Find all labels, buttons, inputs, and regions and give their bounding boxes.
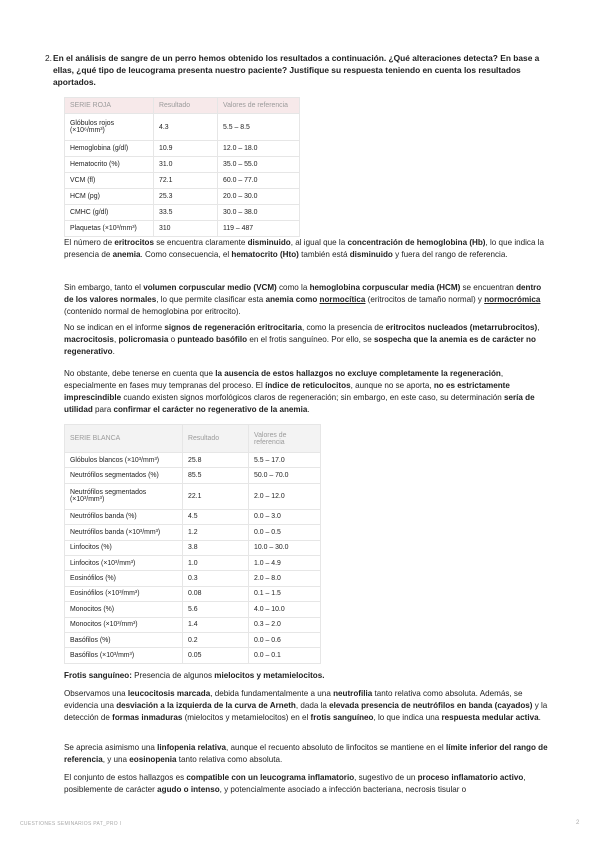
table-cell: 0.3 – 2.0 bbox=[249, 617, 321, 632]
table-cell: 0.0 – 0.6 bbox=[249, 632, 321, 647]
table-cell: 2.0 – 8.0 bbox=[249, 571, 321, 586]
table-cell: 10.9 bbox=[154, 141, 218, 157]
table-cell: 0.0 – 0.1 bbox=[249, 648, 321, 663]
table-row bbox=[65, 509, 321, 524]
question-text: En el análisis de sangre de un perro hemos obtenido los resultados a continuación. ¿Qué alteraciones detecta? En base a ellas, ¿qué tipo de leucograma presenta nuestro paciente? Justifique su respuesta teniendo en cuenta los resultados aportados. bbox=[53, 53, 540, 87]
table-row bbox=[65, 617, 321, 632]
table-cell: 0.0 – 0.5 bbox=[249, 525, 321, 540]
table-cell: Basófilos (%) bbox=[65, 632, 183, 647]
table-cell: 4.3 bbox=[154, 114, 218, 141]
paragraph-leukocytosis: Observamos una leucocitosis marcada, debida fundamentalmente a una neutrofilia tanto relativa como absoluta. Además, se evidencia una desviación a la izquierda de la curva de Arneth, dada la elevada presencia de neutrófilos en banda (cayados) y la detección de formas inmaduras (mielocitos y metamielocitos) en el frotis sanguíneo, lo que indica una respuesta medular activa. bbox=[64, 689, 548, 722]
table-row bbox=[65, 571, 321, 586]
table-cell: Eosinófilos (×10³/mm³) bbox=[65, 586, 183, 601]
table-cell: 0.2 bbox=[183, 632, 249, 647]
header-cell: Resultado bbox=[154, 98, 218, 114]
paragraph-reticulocytes: No obstante, debe tenerse en cuenta que la ausencia de estos hallazgos no excluye completamente la regeneración, especialmente en fases muy tempranas del proceso. El índice de reticulocitos, aunque no se aporta, no es estrictamente imprescindible cuando existen signos morfológicos claros de regeneración; sin embargo, en este caso, su determinación sería de utilidad para confirmar el carácter no regenerativo de la anemia. bbox=[64, 369, 535, 414]
table-row bbox=[65, 205, 300, 221]
header-cell: Valores de referencia bbox=[218, 98, 300, 114]
table-cell: 12.0 – 18.0 bbox=[218, 141, 300, 157]
table-cell: 20.0 – 30.0 bbox=[218, 189, 300, 205]
table-cell: 72.1 bbox=[154, 173, 218, 189]
header-cell: Resultado bbox=[183, 425, 249, 453]
table-cell: 50.0 – 70.0 bbox=[249, 468, 321, 483]
table-cell: Neutrófilos banda (×10³/mm³) bbox=[65, 525, 183, 540]
footer-title: CUESTIONES SEMINARIOS PAT_PRO I bbox=[20, 821, 122, 827]
paragraph-conclusion: El conjunto de estos hallazgos es compatible con un leucograma inflamatorio, sugestivo de un proceso inflamatorio activo, posiblemente de carácter agudo o intenso, y potencialmente asociado a infección bacteriana, necrosis tisular o bbox=[64, 773, 526, 794]
question-block bbox=[45, 52, 548, 88]
table-row bbox=[65, 632, 321, 647]
table-cell: 10.0 – 30.0 bbox=[249, 540, 321, 555]
paragraph-normocytic: Sin embargo, tanto el volumen corpuscular medio (VCM) como la hemoglobina corpuscular media (HCM) se encuentran dentro de los valores normales, lo que permite clasificar esta anemia como normocítica (eritrocitos de tamaño normal) y normocrómica (contenido normal de hemoglobina por eritrocito). bbox=[64, 283, 542, 316]
table-cell: 60.0 – 77.0 bbox=[218, 173, 300, 189]
table-cell: 4.5 bbox=[183, 509, 249, 524]
paragraph-lymphopenia: Se aprecia asimismo una linfopenia relativa, aunque el recuento absoluto de linfocitos se mantiene en el límite inferior del rango de referencia, y una eosinopenia tanto relativa como absoluta. bbox=[64, 743, 548, 764]
table-row bbox=[65, 157, 300, 173]
table-cell: Glóbulos blancos (×10³/mm³) bbox=[65, 453, 183, 468]
table-cell: 35.0 – 55.0 bbox=[218, 157, 300, 173]
table-cell: 0.0 – 3.0 bbox=[249, 509, 321, 524]
table-cell: Eosinófilos (%) bbox=[65, 571, 183, 586]
table-row bbox=[65, 173, 300, 189]
table-cell: 3.8 bbox=[183, 540, 249, 555]
table-row bbox=[65, 540, 321, 555]
table-cell: Glóbulos rojos (×10⁶/mm³) bbox=[65, 114, 154, 141]
table-cell: 2.0 – 12.0 bbox=[249, 483, 321, 509]
table-cell: Neutrófilos banda (%) bbox=[65, 509, 183, 524]
table-cell: 5.6 bbox=[183, 602, 249, 617]
table-cell: 0.1 – 1.5 bbox=[249, 586, 321, 601]
table-cell: 0.08 bbox=[183, 586, 249, 601]
table-cell: 1.0 bbox=[183, 555, 249, 570]
table-cell: CMHC (g/dl) bbox=[65, 205, 154, 221]
table-cell: HCM (pg) bbox=[65, 189, 154, 205]
table-cell: 1.0 – 4.9 bbox=[249, 555, 321, 570]
table-row bbox=[65, 525, 321, 540]
table-cell: 25.3 bbox=[154, 189, 218, 205]
table-cell: Linfocitos (×10³/mm³) bbox=[65, 555, 183, 570]
table-row bbox=[65, 141, 300, 157]
table-cell: Plaquetas (×10³/mm³) bbox=[65, 221, 154, 237]
paragraph-smear: Frotis sanguíneo: Presencia de algunos mielocitos y metamielocitos. bbox=[64, 671, 325, 680]
table-cell: Monocitos (%) bbox=[65, 602, 183, 617]
table-cell: 85.5 bbox=[183, 468, 249, 483]
table-cell: 25.8 bbox=[183, 453, 249, 468]
white-series-table bbox=[64, 424, 321, 664]
paragraph-anemia: El número de eritrocitos se encuentra claramente disminuido, al igual que la concentración de hemoglobina (Hb), lo que indica la presencia de anemia. Como consecuencia, el hematocrito (Hto) también está disminuido y fuera del rango de referencia. bbox=[64, 238, 545, 259]
table-cell: 33.5 bbox=[154, 205, 218, 221]
table-cell: 5.5 – 8.5 bbox=[218, 114, 300, 141]
header-cell: SERIE BLANCA bbox=[65, 425, 183, 453]
header-cell: SERIE ROJA bbox=[65, 98, 154, 114]
table-row bbox=[65, 602, 321, 617]
table-cell: Monocitos (×10³/mm³) bbox=[65, 617, 183, 632]
table-row bbox=[65, 221, 300, 237]
table-header-row bbox=[65, 98, 300, 114]
red-series-table bbox=[64, 97, 300, 237]
table-row bbox=[65, 648, 321, 663]
table-row bbox=[65, 114, 300, 141]
table-cell: Linfocitos (%) bbox=[65, 540, 183, 555]
table-cell: 5.5 – 17.0 bbox=[249, 453, 321, 468]
question-number: 2. bbox=[45, 53, 52, 63]
table-cell: 1.2 bbox=[183, 525, 249, 540]
table-row bbox=[65, 468, 321, 483]
table-cell: 1.4 bbox=[183, 617, 249, 632]
table-cell: Hematocrito (%) bbox=[65, 157, 154, 173]
table-row bbox=[65, 586, 321, 601]
table-cell: 22.1 bbox=[183, 483, 249, 509]
table-header-row bbox=[65, 425, 321, 453]
table-row bbox=[65, 189, 300, 205]
header-cell: Valores de referencia bbox=[249, 425, 321, 453]
table-cell: 119 – 487 bbox=[218, 221, 300, 237]
table-cell: Neutrófilos segmentados (%) bbox=[65, 468, 183, 483]
table-row bbox=[65, 483, 321, 509]
table-cell: 310 bbox=[154, 221, 218, 237]
table-cell: Basófilos (×10³/mm³) bbox=[65, 648, 183, 663]
table-cell: 0.05 bbox=[183, 648, 249, 663]
table-cell: 31.0 bbox=[154, 157, 218, 173]
table-cell: 30.0 – 38.0 bbox=[218, 205, 300, 221]
table-row bbox=[65, 453, 321, 468]
table-cell: Hemoglobina (g/dl) bbox=[65, 141, 154, 157]
table-row bbox=[65, 555, 321, 570]
paragraph-regeneration: No se indican en el informe signos de regeneración eritrocitaria, como la presencia de eritrocitos nucleados (metarrubrocitos), macrocitosis, policromasia o punteado basófilo en el frotis sanguíneo. Por ello, se sospecha que la anemia es de carácter no regenerativo. bbox=[64, 323, 540, 356]
page-number: 2 bbox=[576, 820, 580, 826]
table-cell: Neutrófilos segmentados (×10³/mm³) bbox=[65, 483, 183, 509]
table-cell: 0.3 bbox=[183, 571, 249, 586]
table-cell: VCM (fl) bbox=[65, 173, 154, 189]
table-cell: 4.0 – 10.0 bbox=[249, 602, 321, 617]
